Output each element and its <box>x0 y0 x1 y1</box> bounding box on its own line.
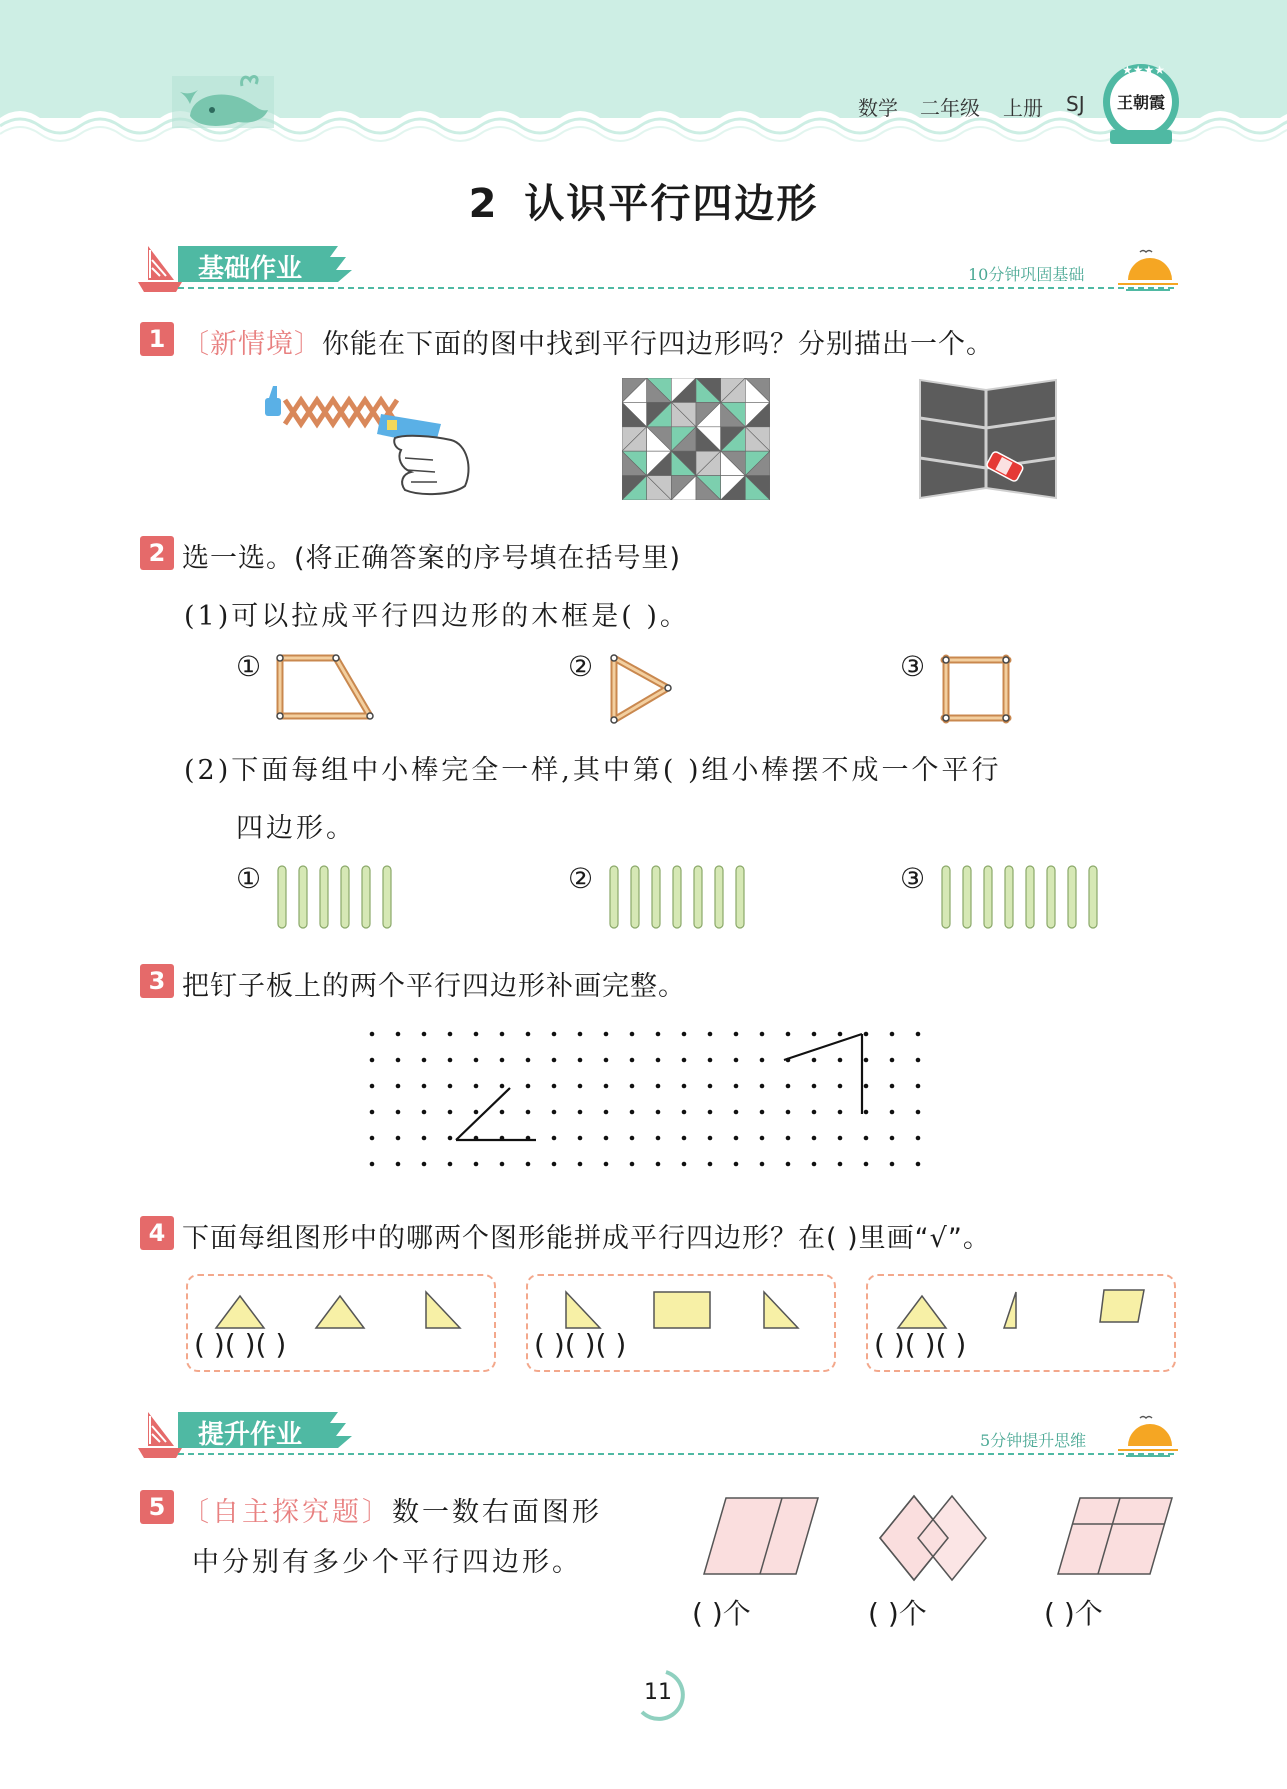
nail-dot <box>578 1084 583 1089</box>
question-2-part-1: (1)可以拉成平行四边形的木框是( )。 <box>184 601 690 632</box>
lesson-title: 认识平行四边形 <box>524 181 819 227</box>
nail-dot <box>448 1084 453 1089</box>
q4-g1-shape-2 <box>316 1296 364 1328</box>
nail-dot <box>864 1032 869 1037</box>
stick <box>278 866 286 928</box>
nail-dot <box>708 1110 713 1115</box>
page-title <box>0 172 1287 229</box>
nail-dot <box>812 1032 817 1037</box>
stick <box>299 866 307 928</box>
section-basic-time: 10分钟巩固基础 <box>968 265 1085 284</box>
nail-dot <box>760 1162 765 1167</box>
question-1-tag: 〔新情境〕 <box>182 329 322 360</box>
scissor-arm-toy-image <box>255 378 475 502</box>
nail-dot <box>630 1110 635 1115</box>
nail-dot <box>734 1110 739 1115</box>
q2-part1-option-3-label: ③ <box>900 650 926 683</box>
nail-dot <box>474 1058 479 1063</box>
parking-lot-image <box>918 378 1058 502</box>
nail-dot <box>812 1058 817 1063</box>
q2-part2-option-1-label: ① <box>236 862 262 895</box>
stick <box>1068 866 1076 928</box>
stick <box>715 866 723 928</box>
nail-dot <box>812 1084 817 1089</box>
question-5-line-2: 中分别有多少个平行四边形。 <box>192 1547 582 1578</box>
trapezoid-frame-figure <box>274 652 378 722</box>
nail-dot <box>526 1084 531 1089</box>
nail-dot <box>552 1058 557 1063</box>
triangle-frame-figure <box>606 652 676 726</box>
q4-group-1-answer-blanks[interactable]: ( )( )( ) <box>194 1328 287 1361</box>
q4-g3-shape-1 <box>898 1296 946 1328</box>
nail-dot <box>604 1058 609 1063</box>
nail-dot <box>838 1084 843 1089</box>
nail-dot <box>396 1058 401 1063</box>
question-5-prompt-1: 数一数右面图形 <box>392 1497 602 1528</box>
nail-dot <box>422 1162 427 1167</box>
nail-dot <box>786 1162 791 1167</box>
q4-g2-shape-3 <box>764 1292 798 1328</box>
publisher-logo <box>1100 60 1182 148</box>
nail-dot <box>708 1084 713 1089</box>
nail-dot <box>682 1058 687 1063</box>
nail-dot <box>552 1084 557 1089</box>
q2-part2-option-3-label: ③ <box>900 862 926 895</box>
nail-dot <box>890 1162 895 1167</box>
subject-label: 数学 <box>858 96 898 120</box>
stick <box>736 866 744 928</box>
q4-group-2-answer-blanks[interactable]: ( )( )( ) <box>534 1328 627 1361</box>
nail-dot <box>552 1162 557 1167</box>
nail-dot <box>786 1032 791 1037</box>
nail-dot <box>370 1032 375 1037</box>
nail-dot <box>474 1084 479 1089</box>
q5-figure-1-answer[interactable]: ( )个 <box>692 1597 751 1630</box>
nail-dot <box>630 1084 635 1089</box>
nail-dot <box>838 1162 843 1167</box>
nail-dot <box>838 1058 843 1063</box>
nail-dot <box>786 1110 791 1115</box>
nail-dot <box>838 1136 843 1141</box>
nail-dot <box>578 1136 583 1141</box>
nail-dot <box>448 1136 453 1141</box>
nail-dot <box>812 1110 817 1115</box>
nail-dot <box>500 1032 505 1037</box>
nail-dot <box>578 1032 583 1037</box>
nail-dot <box>422 1136 427 1141</box>
nail-dot <box>370 1110 375 1115</box>
nail-dot <box>500 1110 505 1115</box>
nail-dot <box>890 1110 895 1115</box>
question-3-text: 把钉子板上的两个平行四边形补画完整。 <box>182 971 686 1002</box>
nail-dot <box>526 1032 531 1037</box>
question-1-prompt: 你能在下面的图中找到平行四边形吗？分别描出一个。 <box>322 329 994 360</box>
nail-dot <box>890 1084 895 1089</box>
nail-dot <box>604 1136 609 1141</box>
nail-dot <box>838 1032 843 1037</box>
q4-group-1 <box>186 1274 496 1372</box>
whale-icon <box>172 72 274 132</box>
nail-dot <box>500 1084 505 1089</box>
nail-dot <box>734 1032 739 1037</box>
q5-figure-1 <box>700 1494 824 1580</box>
stick <box>1005 866 1013 928</box>
nail-dot <box>526 1162 531 1167</box>
page-number: 11 <box>644 1680 672 1705</box>
q4-group-3-answer-blanks[interactable]: ( )( )( ) <box>874 1328 967 1361</box>
nail-dot <box>864 1162 869 1167</box>
nail-dot <box>682 1162 687 1167</box>
nail-dot <box>812 1136 817 1141</box>
stick-group-1 <box>274 862 414 932</box>
section-basic-label: 基础作业 <box>198 254 303 284</box>
nail-dot <box>370 1136 375 1141</box>
nail-dot <box>656 1136 661 1141</box>
nail-dot <box>708 1058 713 1063</box>
question-2-part-2-line-2: 四边形。 <box>236 813 356 844</box>
stick-group-3 <box>938 862 1118 932</box>
nail-dot <box>682 1084 687 1089</box>
nail-dot <box>422 1058 427 1063</box>
square-frame-figure <box>938 652 1014 726</box>
nail-dot <box>474 1162 479 1167</box>
nail-dot <box>916 1084 921 1089</box>
lesson-number: 2 <box>468 181 499 227</box>
nail-dot <box>916 1136 921 1141</box>
q2-part1-option-1-label: ① <box>236 650 262 683</box>
nail-dot <box>760 1110 765 1115</box>
nail-dot <box>448 1162 453 1167</box>
nail-dot <box>630 1136 635 1141</box>
nail-dot <box>422 1084 427 1089</box>
nail-dot <box>864 1136 869 1141</box>
nail-dot <box>604 1032 609 1037</box>
q4-g1-shape-1 <box>216 1296 264 1328</box>
section-advanced-time: 5分钟提升思维 <box>980 1431 1087 1450</box>
nail-dot <box>604 1084 609 1089</box>
stick <box>1089 866 1097 928</box>
question-4-number: 4 <box>140 1216 174 1250</box>
nail-dot <box>708 1162 713 1167</box>
stick <box>1026 866 1034 928</box>
q2-part2-option-2-label: ② <box>568 862 594 895</box>
nail-dot <box>760 1032 765 1037</box>
nail-dot <box>396 1032 401 1037</box>
nail-dot <box>500 1058 505 1063</box>
grade-label: 二年级 <box>920 96 980 120</box>
stick <box>963 866 971 928</box>
q4-g2-shape-2 <box>654 1292 710 1328</box>
stick <box>320 866 328 928</box>
nail-dot <box>890 1058 895 1063</box>
stick <box>984 866 992 928</box>
nail-dot <box>552 1032 557 1037</box>
q5-figure-3 <box>1054 1494 1178 1580</box>
section-advanced-banner <box>138 1406 1178 1462</box>
nail-dot <box>474 1110 479 1115</box>
nail-dot <box>916 1032 921 1037</box>
nail-dot <box>734 1058 739 1063</box>
nail-dot <box>422 1110 427 1115</box>
nail-dot <box>630 1162 635 1167</box>
nail-dot <box>760 1084 765 1089</box>
nail-dot <box>760 1136 765 1141</box>
nail-dot <box>604 1162 609 1167</box>
nail-dot <box>552 1136 557 1141</box>
nail-dot <box>630 1032 635 1037</box>
stick <box>383 866 391 928</box>
q4-group-3 <box>866 1274 1176 1372</box>
stick-group-2 <box>606 862 766 932</box>
q4-g2-shape-1 <box>566 1292 600 1328</box>
edition-label: SJ <box>1066 92 1085 116</box>
nail-dot <box>526 1110 531 1115</box>
q4-g3-shape-2 <box>1004 1292 1016 1328</box>
nail-dot <box>682 1032 687 1037</box>
q4-group-2 <box>526 1274 836 1372</box>
nail-dot <box>578 1058 583 1063</box>
nail-dot <box>396 1084 401 1089</box>
nail-dot <box>760 1058 765 1063</box>
nail-dot <box>370 1162 375 1167</box>
stick <box>694 866 702 928</box>
nail-dot <box>916 1162 921 1167</box>
q5-figure-3-answer[interactable]: ( )个 <box>1044 1597 1103 1630</box>
stick <box>362 866 370 928</box>
nail-dot <box>864 1110 869 1115</box>
nail-dot <box>448 1110 453 1115</box>
stick <box>610 866 618 928</box>
nail-dot <box>370 1084 375 1089</box>
section-basic-banner <box>138 240 1178 296</box>
volume-label: 上册 <box>1003 96 1043 120</box>
nail-dot <box>500 1162 505 1167</box>
nail-dot <box>396 1110 401 1115</box>
question-5-number: 5 <box>140 1490 174 1524</box>
section-advanced-label: 提升作业 <box>198 1420 303 1450</box>
nail-dot <box>890 1032 895 1037</box>
nail-dot <box>630 1058 635 1063</box>
q4-g1-shape-3 <box>426 1292 460 1328</box>
nail-dot <box>786 1084 791 1089</box>
question-5-line-1 <box>182 1490 602 1529</box>
nail-dot <box>656 1162 661 1167</box>
nail-dot <box>838 1110 843 1115</box>
nail-dot <box>890 1136 895 1141</box>
nail-dot <box>656 1110 661 1115</box>
question-2-number: 2 <box>140 536 174 570</box>
nail-dot <box>448 1058 453 1063</box>
question-2-text: 选一选。(将正确答案的序号填在括号里) <box>182 543 682 574</box>
question-1-text <box>182 322 994 361</box>
nail-dot <box>526 1058 531 1063</box>
nail-dot <box>396 1136 401 1141</box>
logo-text: 王朝霞 <box>1116 93 1165 112</box>
nail-dot <box>422 1032 427 1037</box>
nail-dot <box>448 1032 453 1037</box>
triangle-tile-pattern-image <box>622 378 770 500</box>
nail-dot <box>786 1136 791 1141</box>
q5-figure-2 <box>876 1492 992 1588</box>
nail-dot <box>396 1162 401 1167</box>
nail-dot <box>604 1110 609 1115</box>
nail-board-grid <box>360 1020 960 1180</box>
nail-dot <box>734 1162 739 1167</box>
svg-text:★★★★: ★★★★ <box>1122 63 1166 77</box>
nail-dot <box>812 1162 817 1167</box>
nail-dot <box>916 1058 921 1063</box>
nail-dot <box>656 1084 661 1089</box>
question-3-number: 3 <box>140 964 174 998</box>
nail-dot <box>552 1110 557 1115</box>
nail-dot <box>864 1084 869 1089</box>
question-1-number: 1 <box>140 322 174 356</box>
stick <box>942 866 950 928</box>
nail-dot <box>734 1136 739 1141</box>
nail-dot <box>708 1032 713 1037</box>
question-2-part-2-line-1: (2)下面每组中小棒完全一样,其中第( )组小棒摆不成一个平行 <box>184 755 1002 786</box>
nail-dot <box>474 1032 479 1037</box>
nail-dot <box>916 1110 921 1115</box>
stick <box>652 866 660 928</box>
stick <box>631 866 639 928</box>
stick <box>673 866 681 928</box>
q4-g3-shape-3 <box>1100 1290 1144 1322</box>
question-4-text: 下面每组图形中的哪两个图形能拼成平行四边形？在( )里画“√”。 <box>182 1223 991 1254</box>
stick <box>341 866 349 928</box>
nail-dot <box>578 1110 583 1115</box>
nail-dot <box>656 1058 661 1063</box>
q5-figure-2-answer[interactable]: ( )个 <box>868 1597 927 1630</box>
question-5-tag: 〔自主探究题〕 <box>182 1497 392 1528</box>
nail-dot <box>682 1110 687 1115</box>
q2-part1-option-2-label: ② <box>568 650 594 683</box>
nail-dot <box>370 1058 375 1063</box>
nail-dot <box>578 1162 583 1167</box>
nail-dot <box>734 1084 739 1089</box>
nail-dot <box>682 1136 687 1141</box>
stick <box>1047 866 1055 928</box>
nail-dot <box>708 1136 713 1141</box>
nail-dot <box>656 1032 661 1037</box>
nail-dot <box>864 1058 869 1063</box>
